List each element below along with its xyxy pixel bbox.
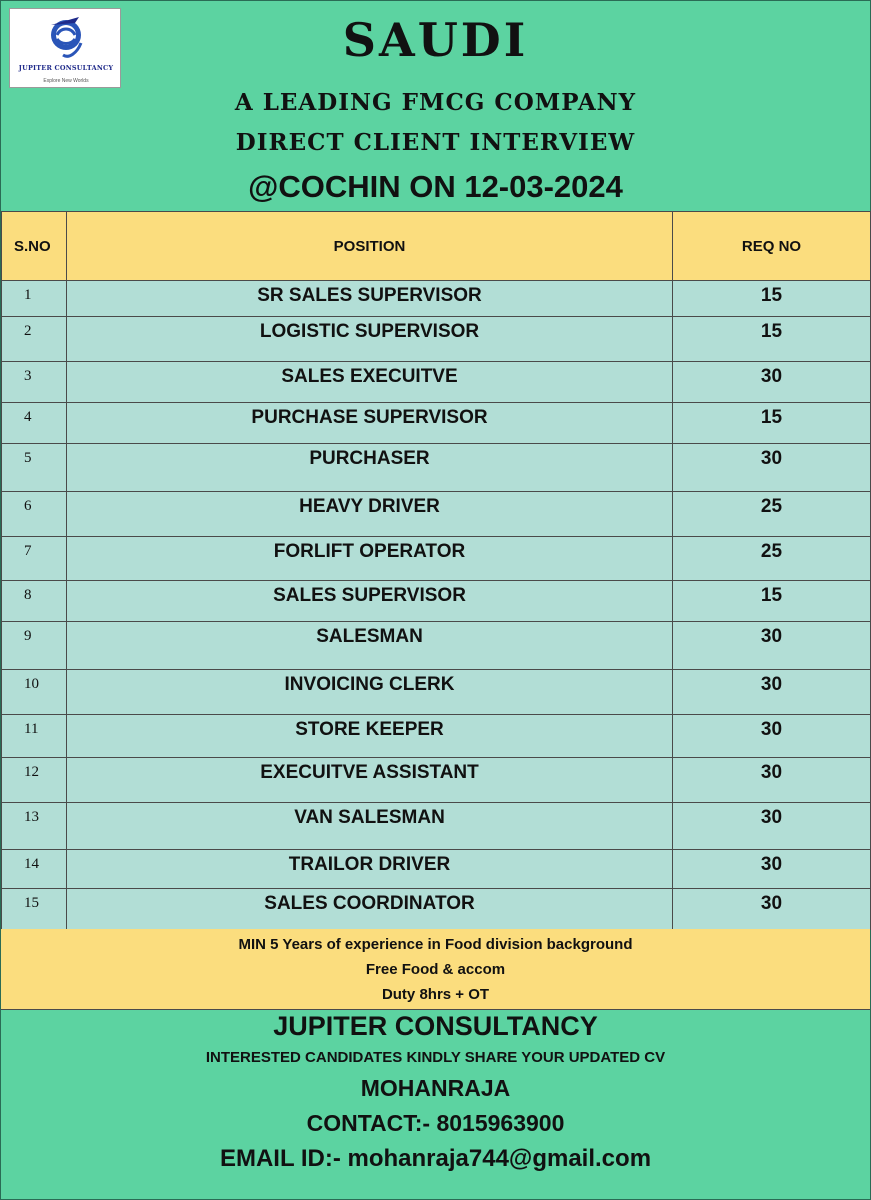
row-sno: 2 bbox=[2, 317, 67, 362]
row-req-no: 30 bbox=[673, 889, 871, 930]
column-header-req-no: REQ NO bbox=[673, 212, 871, 281]
footer-instruction: INTERESTED CANDIDATES KINDLY SHARE YOUR UPDATED CV bbox=[205, 1049, 666, 1066]
row-position: SR SALES SUPERVISOR bbox=[67, 281, 673, 317]
column-header-sno: S.NO bbox=[2, 212, 67, 281]
contact-phone: CONTACT:- 8015963900 bbox=[306, 1110, 565, 1136]
row-req-no: 30 bbox=[673, 803, 871, 850]
contact-person: MOHANRAJA bbox=[360, 1075, 511, 1101]
row-position: LOGISTIC SUPERVISOR bbox=[67, 317, 673, 362]
country-title: SAUDI bbox=[342, 13, 529, 67]
row-position: PURCHASE SUPERVISOR bbox=[67, 403, 673, 444]
contact-email: EMAIL ID:- mohanraja744@gmail.com bbox=[219, 1145, 652, 1172]
row-position: SALES EXECUITVE bbox=[67, 362, 673, 403]
row-position: PURCHASER bbox=[67, 444, 673, 492]
row-position: VAN SALESMAN bbox=[67, 803, 673, 850]
logo-company-name: JUPITER CONSULTANCY bbox=[18, 64, 114, 72]
row-position: SALES COORDINATOR bbox=[67, 889, 673, 930]
table-row bbox=[2, 281, 871, 317]
table-row bbox=[2, 403, 871, 444]
row-position: FORLIFT OPERATOR bbox=[67, 537, 673, 581]
note-duty-hours: Duty 8hrs + OT bbox=[381, 986, 490, 1003]
table-row bbox=[2, 492, 871, 537]
table-row bbox=[2, 317, 871, 362]
table-row bbox=[2, 758, 871, 803]
table-row bbox=[2, 444, 871, 492]
row-req-no: 15 bbox=[673, 403, 871, 444]
requirements-notes bbox=[1, 929, 870, 1010]
row-req-no: 25 bbox=[673, 492, 871, 537]
interview-type: DIRECT CLIENT INTERVIEW bbox=[235, 129, 636, 156]
row-req-no: 30 bbox=[673, 670, 871, 715]
row-position: TRAILOR DRIVER bbox=[67, 850, 673, 889]
table-row bbox=[2, 581, 871, 622]
table-row bbox=[2, 850, 871, 889]
row-position: EXECUITVE ASSISTANT bbox=[67, 758, 673, 803]
table-row bbox=[2, 622, 871, 670]
row-sno: 6 bbox=[2, 492, 67, 537]
row-sno: 7 bbox=[2, 537, 67, 581]
row-req-no: 25 bbox=[673, 537, 871, 581]
table-header-row bbox=[2, 212, 871, 281]
row-req-no: 30 bbox=[673, 850, 871, 889]
row-sno: 14 bbox=[2, 850, 67, 889]
row-sno: 15 bbox=[2, 889, 67, 930]
row-sno: 1 bbox=[2, 281, 67, 317]
table-row bbox=[2, 362, 871, 403]
row-req-no: 15 bbox=[673, 281, 871, 317]
row-sno: 11 bbox=[2, 715, 67, 758]
contact-footer bbox=[1, 1011, 870, 1199]
column-header-position: POSITION bbox=[67, 212, 673, 281]
note-experience: MIN 5 Years of experience in Food division background bbox=[238, 936, 633, 953]
row-req-no: 30 bbox=[673, 758, 871, 803]
interview-venue-date: @COCHIN ON 12-03-2024 bbox=[248, 169, 623, 204]
row-sno: 12 bbox=[2, 758, 67, 803]
note-benefits: Free Food & accom bbox=[365, 961, 506, 978]
row-req-no: 15 bbox=[673, 581, 871, 622]
footer-company-name: JUPITER CONSULTANCY bbox=[273, 1011, 598, 1041]
row-req-no: 30 bbox=[673, 362, 871, 403]
row-position: SALESMAN bbox=[67, 622, 673, 670]
row-sno: 3 bbox=[2, 362, 67, 403]
company-description: A LEADING FMCG COMPANY bbox=[234, 89, 637, 116]
row-req-no: 30 bbox=[673, 715, 871, 758]
row-req-no: 30 bbox=[673, 444, 871, 492]
positions-table bbox=[1, 211, 871, 930]
row-sno: 8 bbox=[2, 581, 67, 622]
row-sno: 9 bbox=[2, 622, 67, 670]
table-row bbox=[2, 803, 871, 850]
table-row bbox=[2, 715, 871, 758]
row-position: INVOICING CLERK bbox=[67, 670, 673, 715]
row-position: SALES SUPERVISOR bbox=[67, 581, 673, 622]
row-position: HEAVY DRIVER bbox=[67, 492, 673, 537]
logo-tagline: Explore New Worlds bbox=[43, 78, 89, 84]
table-row bbox=[2, 537, 871, 581]
row-req-no: 15 bbox=[673, 317, 871, 362]
row-position: STORE KEEPER bbox=[67, 715, 673, 758]
table-row bbox=[2, 889, 871, 930]
row-sno: 10 bbox=[2, 670, 67, 715]
table-row bbox=[2, 670, 871, 715]
row-sno: 4 bbox=[2, 403, 67, 444]
row-req-no: 30 bbox=[673, 622, 871, 670]
poster-header bbox=[1, 1, 870, 211]
row-sno: 13 bbox=[2, 803, 67, 850]
row-sno: 5 bbox=[2, 444, 67, 492]
